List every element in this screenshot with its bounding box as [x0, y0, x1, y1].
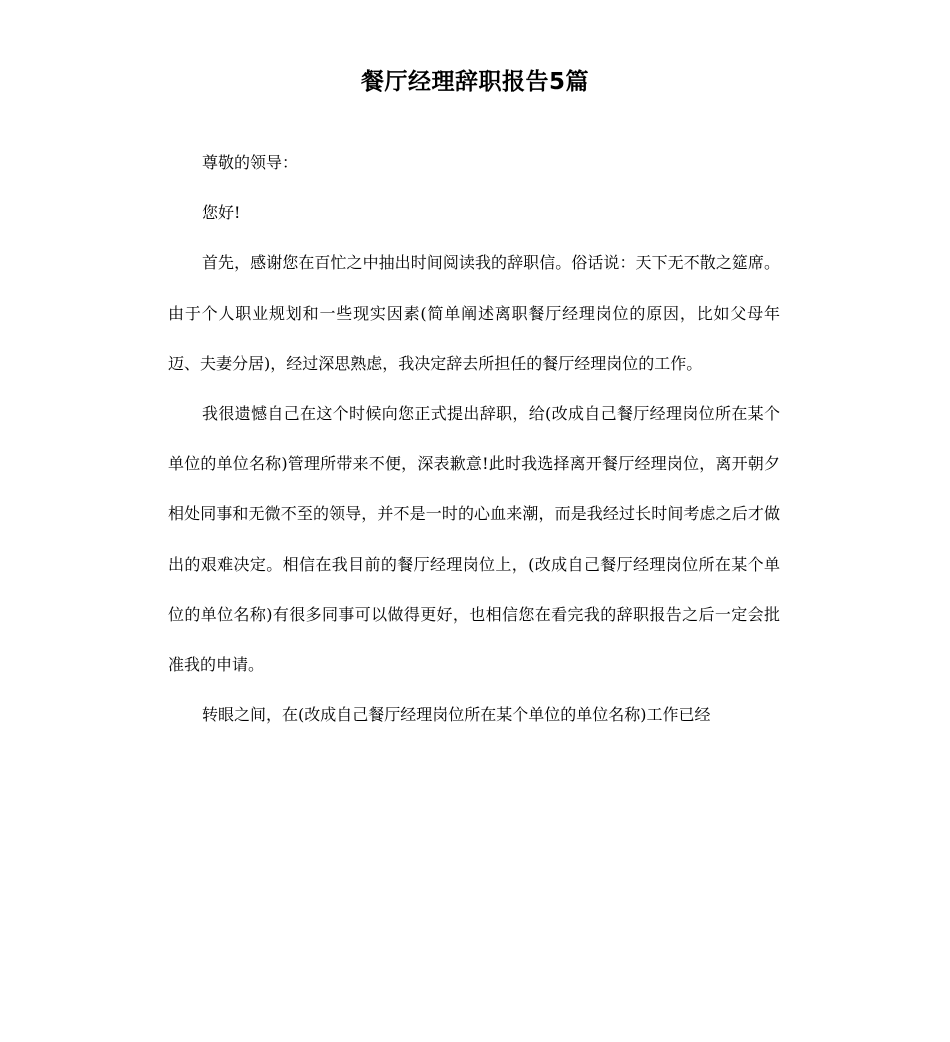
paragraph-apology: 我很遗憾自己在这个时候向您正式提出辞职，给(改成自己餐厅经理岗位所在某个单位的单位名称)管理所带来不便，深表歉意!此时我选择离开餐厅经理岗位，离开朝夕相处同事和无微不至的领导，并不是一时的心血来潮，而是我经过长时间考虑之后才做出的艰难决定。相信在我目前的餐厅经理岗位上，(改成自己餐厅经理岗位所在某个单位的单位名称)有很多同事可以做得更好，也相信您在看完我的辞职报告之后一定会批准我的申请。 — [168, 404, 780, 675]
paragraph-reflection: 转眼之间，在(改成自己餐厅经理岗位所在某个单位的单位名称)工作已经 — [202, 705, 711, 725]
document-body — [168, 138, 780, 740]
paragraph-intro: 首先，感谢您在百忙之中抽出时间阅读我的辞职信。俗话说：天下无不散之筵席。由于个人职业规划和一些现实因素(简单阐述离职餐厅经理岗位的原因，比如父母年迈、夫妻分居)，经过深思熟虑，我决定辞去所担任的餐厅经理岗位的工作。 — [168, 253, 780, 373]
document-title: 餐厅经理辞职报告5篇 — [360, 69, 589, 95]
greeting: 您好! — [202, 203, 241, 223]
salutation: 尊敬的领导： — [202, 153, 299, 172]
